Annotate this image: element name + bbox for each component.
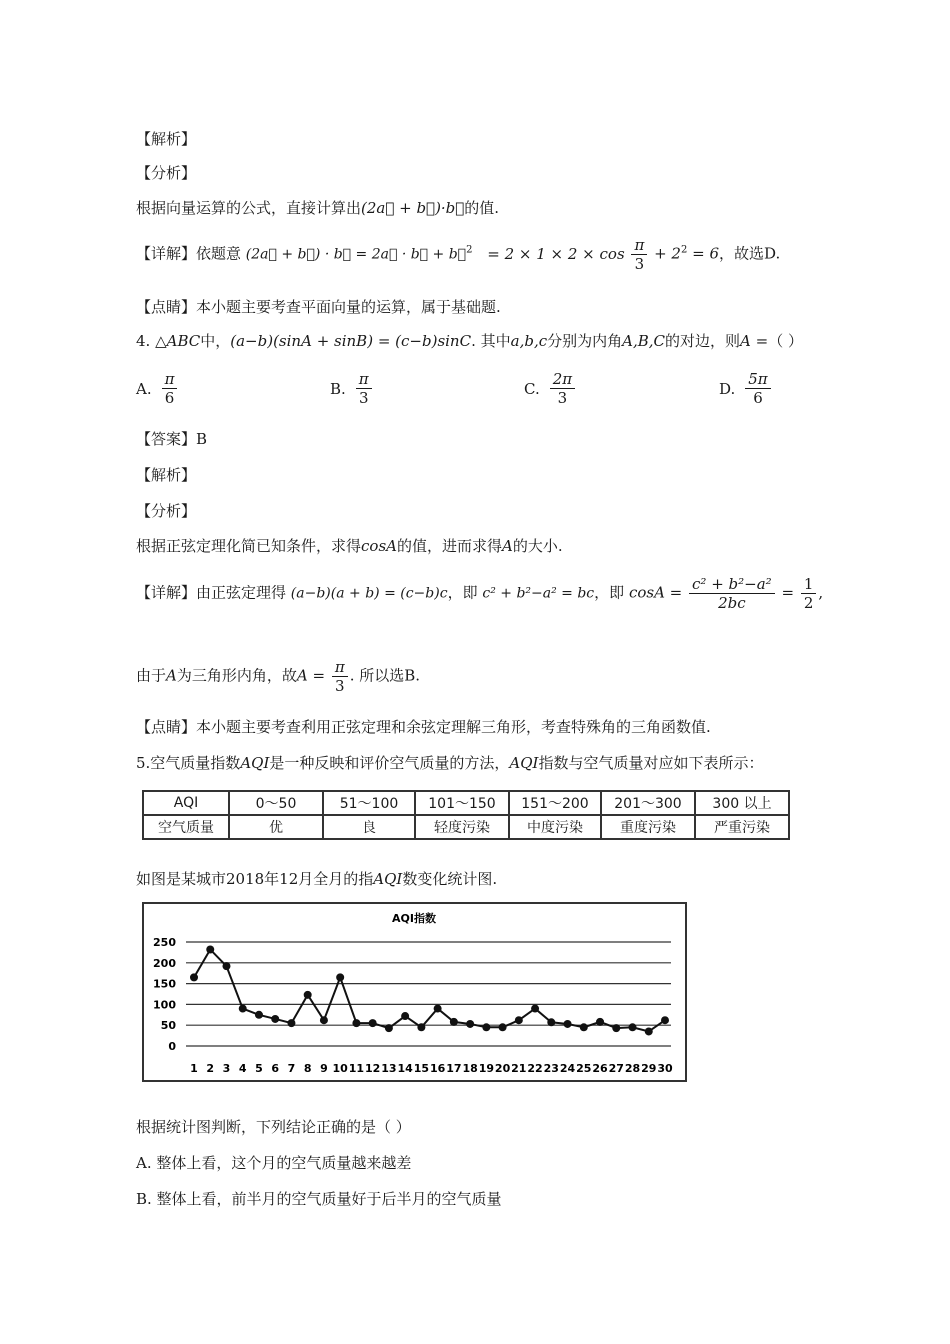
data-point — [434, 1005, 442, 1013]
x-tick-label: 15 — [413, 1062, 430, 1075]
table-cell: 空气质量 — [143, 815, 229, 839]
x-tick-label: 27 — [608, 1062, 624, 1075]
table-cell: 严重污染 — [695, 815, 789, 839]
table-cell: 0～50 — [229, 791, 323, 815]
x-tick-label: 7 — [287, 1062, 296, 1075]
x-tick-label: 13 — [381, 1062, 397, 1075]
table-cell: 101～150 — [415, 791, 509, 815]
question-4: 4. △ABC中，(a−b)(sinA + sinB) = (c−b)sinC. 其中a,b,c分别为内角A,B,C的对边，则A =（ ） — [136, 332, 803, 350]
x-tick-label: 9 — [320, 1062, 328, 1075]
x-tick-label: 8 — [303, 1062, 312, 1075]
xiangjie-text-1: 【详解】依题意 (2a⃗ + b⃗) · b⃗ = 2a⃗ · b⃗ + b⃗$^2$ = 2 × 1 × 2 × cos $\frac{\pi}{3}$ + $2^2 = 6$，故选D. — [136, 236, 781, 273]
data-point — [499, 1023, 507, 1031]
question-5-prompt: 根据统计图判断，下列结论正确的是（ ） — [136, 1118, 411, 1136]
x-tick-label: 21 — [511, 1062, 527, 1075]
x-tick-label: 1 — [190, 1062, 198, 1075]
y-tick-label: 50 — [160, 1019, 176, 1033]
pi-over-3: $\frac{\pi}{3}$ — [631, 236, 647, 273]
data-point — [222, 962, 230, 970]
x-tick-label: 2 — [206, 1062, 215, 1075]
x-tick-label: 23 — [543, 1062, 559, 1075]
x-tick-label: 12 — [364, 1062, 381, 1075]
data-point — [336, 973, 344, 981]
x-tick-label: 28 — [624, 1062, 641, 1075]
answer-label: 【答案】B — [136, 430, 208, 448]
data-point — [239, 1005, 247, 1013]
chart-title: AQI指数 — [392, 912, 436, 925]
x-tick-label: 10 — [332, 1062, 348, 1075]
x-tick-label: 11 — [348, 1062, 365, 1075]
table-cell: 重度污染 — [601, 815, 695, 839]
q4-option-c: C. $\frac{2\pi}{3}$ — [524, 370, 577, 407]
table-cell: AQI — [143, 791, 229, 815]
table-cell: 中度污染 — [509, 815, 601, 839]
xiangjie-text-2: 【详解】由正弦定理得 (a−b)(a + b) = (c−b)c，即 c² + b²−a² = bc，即 cosA = $\frac{\text{c² + b²−a²}}{2bc}$ = $\frac{1}{2}$ , — [136, 575, 824, 612]
x-tick-label: 4 — [238, 1062, 247, 1075]
y-tick-label: 150 — [153, 977, 176, 991]
x-tick-label: 24 — [559, 1062, 576, 1075]
data-point — [304, 991, 312, 999]
data-point — [401, 1012, 409, 1020]
q4-option-d: D. $\frac{5\pi}{6}$ — [719, 370, 773, 407]
data-point — [271, 1015, 279, 1023]
x-tick-label: 17 — [446, 1062, 462, 1075]
data-point — [206, 945, 214, 953]
table-cell: 201～300 — [601, 791, 695, 815]
fenxi-text-1: 根据向量运算的公式，直接计算出(2a⃗ + b⃗)·b⃗的值. — [136, 199, 500, 217]
data-point — [629, 1023, 637, 1031]
dianjing-1: 【点睛】本小题主要考查平面向量的运算，属于基础题. — [136, 298, 501, 316]
table-row — [143, 815, 789, 839]
x-tick-label: 25 — [576, 1062, 592, 1075]
cos-fraction: $\frac{\text{c² + b²−a²}}{2bc}$ — [689, 575, 775, 612]
x-tick-label: 26 — [592, 1062, 608, 1075]
data-point — [580, 1023, 588, 1031]
table-cell: 300 以上 — [695, 791, 789, 815]
aqi-table — [142, 790, 790, 840]
dianjing-2: 【点睛】本小题主要考查利用正弦定理和余弦定理解三角形，考查特殊角的三角函数值. — [136, 718, 711, 736]
q4-option-b: B. $\frac{\pi}{3}$ — [330, 370, 374, 407]
data-point — [661, 1016, 669, 1024]
jiexi-label-2: 【解析】 — [136, 466, 197, 484]
x-tick-label: 29 — [641, 1062, 657, 1075]
y-tick-label: 100 — [153, 998, 176, 1012]
x-tick-label: 22 — [527, 1062, 543, 1075]
x-tick-label: 19 — [478, 1062, 495, 1075]
table-cell: 良 — [323, 815, 415, 839]
x-tick-label: 18 — [462, 1062, 478, 1075]
data-point — [320, 1016, 328, 1024]
data-point — [352, 1019, 360, 1027]
data-point — [515, 1016, 523, 1024]
y-tick-label: 250 — [153, 936, 176, 949]
fenxi-label-2: 【分析】 — [136, 502, 197, 520]
data-point — [482, 1023, 490, 1031]
y-tick-label: 200 — [153, 956, 176, 970]
jiexi-label-1: 【解析】 — [136, 130, 197, 148]
data-point — [369, 1019, 377, 1027]
q5-option-b: B. 整体上看，前半月的空气质量好于后半月的空气质量 — [136, 1190, 502, 1208]
data-point — [596, 1018, 604, 1026]
data-point — [385, 1024, 393, 1032]
table-cell: 轻度污染 — [415, 815, 509, 839]
fenxi-text-2: 根据正弦定理化简已知条件，求得cosA的值，进而求得A的大小. — [136, 537, 563, 555]
x-tick-label: 6 — [271, 1062, 280, 1075]
youyu-text: 由于A为三角形内角，故A = $\frac{\pi}{3}$ . 所以选B. — [136, 658, 421, 695]
data-point — [564, 1020, 572, 1028]
q5-option-a: A. 整体上看，这个月的空气质量越来越差 — [136, 1154, 412, 1172]
x-tick-label: 16 — [429, 1062, 446, 1075]
data-point — [645, 1027, 653, 1035]
x-tick-label: 20 — [494, 1062, 511, 1075]
data-point — [190, 973, 198, 981]
data-point — [531, 1005, 539, 1013]
x-tick-label: 3 — [222, 1062, 231, 1075]
x-tick-label: 5 — [255, 1062, 263, 1075]
chart-frame — [143, 903, 686, 1081]
data-point — [612, 1024, 620, 1032]
data-point — [417, 1023, 425, 1031]
data-point — [547, 1018, 555, 1026]
y-tick-label: 0 — [168, 1040, 176, 1053]
q4-option-a: A. $\frac{\pi}{6}$ — [136, 370, 179, 407]
data-point — [466, 1020, 474, 1028]
question-5: 5.空气质量指数AQI是一种反映和评价空气质量的方法，AQI指数与空气质量对应如下表所示： — [136, 754, 764, 772]
data-point — [450, 1018, 458, 1026]
table-cell: 51～100 — [323, 791, 415, 815]
table-cell: 优 — [229, 815, 323, 839]
data-point — [255, 1011, 263, 1019]
x-tick-label: 14 — [397, 1062, 413, 1075]
fenxi-label-1: 【分析】 — [136, 164, 197, 182]
table-row — [143, 791, 789, 815]
aqi-line-chart — [142, 902, 687, 1082]
table-cell: 151～200 — [509, 791, 601, 815]
data-point — [287, 1019, 295, 1027]
x-tick-label: 30 — [657, 1062, 673, 1075]
chart-intro: 如图是某城市2018年12月全月的指AQI数变化统计图. — [136, 870, 498, 888]
